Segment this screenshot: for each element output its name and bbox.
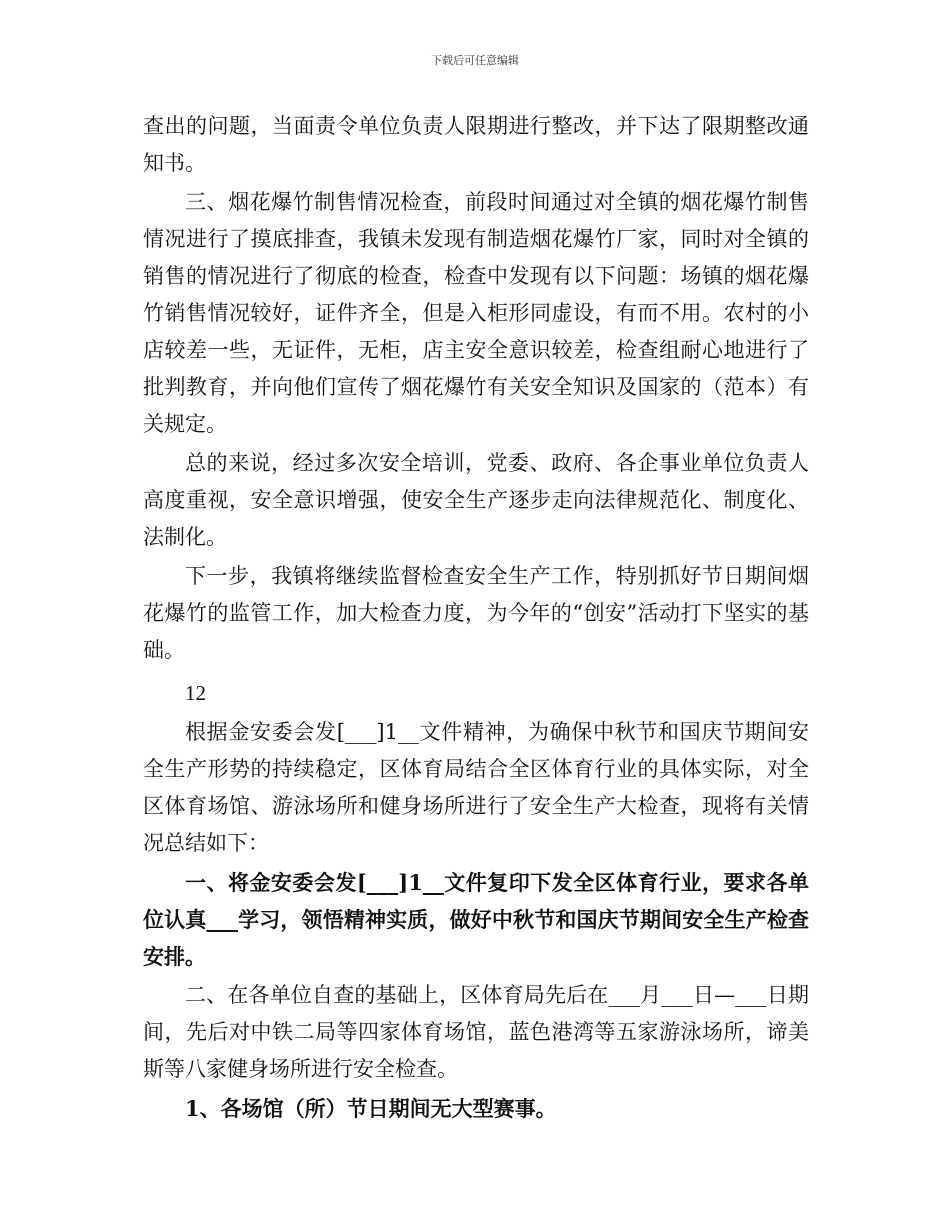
paragraph-subitem-one-bold: 1、各场馆（所）节日期间无大型赛事。 (185, 1096, 557, 1121)
page-header-note: 下载后可任意编辑 (431, 54, 519, 67)
paragraph-fireworks-inspection: 三、烟花爆竹制售情况检查，前段时间通过对全镇的烟花爆竹制售情况进行了摸底排查，我镇未发现有制造烟花爆竹厂家，同时对全镇的销售的情况进行了彻底的检查，检查中发现有以下问题：场镇的烟花爆竹销售情况较好，证件齐全，但是入柜形同虚设，有而不用。农村的小店较差一些，无证件，无柜，店主安全意识较差，检查组耐心地进行了批判教育，并向他们宣传了烟花爆竹有关安全知识及国家的（范本）有关规定。 (143, 190, 809, 436)
document-body (143, 108, 809, 1127)
paragraph-item-one-bold: 一、将金安委会发[___]1__文件复印下发全区体育行业，要求各单位认真___学习，领悟精神实质，做好中秋节和国庆节期间安全生产检查安排。 (143, 870, 809, 969)
paragraph-summary: 总的来说，经过多次安全培训，党委、政府、各企事业单位负责人高度重视，安全意识增强，使安全生产逐步走向法律规范化、制度化、法制化。 (143, 451, 809, 549)
paragraph-item-two: 二、在各单位自查的基础上，区体育局先后在___月___日—___日期间，先后对中铁二局等四家体育场馆，蓝色港湾等五家游泳场所，谛美斯等八家健身场所进行安全检查。 (143, 983, 809, 1081)
section-number: 12 (185, 681, 206, 705)
paragraph-intro: 根据金安委会发[___]1__文件精神，为确保中秋节和国庆节期间安全生产形势的持续稳定，区体育局结合全区体育行业的具体实际，对全区体育场馆、游泳场所和健身场所进行了安全生产大检查，现将有关情况总结如下： (143, 720, 809, 855)
paragraph-next-step: 下一步，我镇将继续监督检查安全生产工作，特别抓好节日期间烟花爆竹的监管工作，加大检查力度，为今年的“创安”活动打下坚实的基础。 (143, 564, 809, 662)
paragraph-continuation: 查出的问题，当面责令单位负责人限期进行整改，并下达了限期整改通知书。 (143, 114, 809, 175)
